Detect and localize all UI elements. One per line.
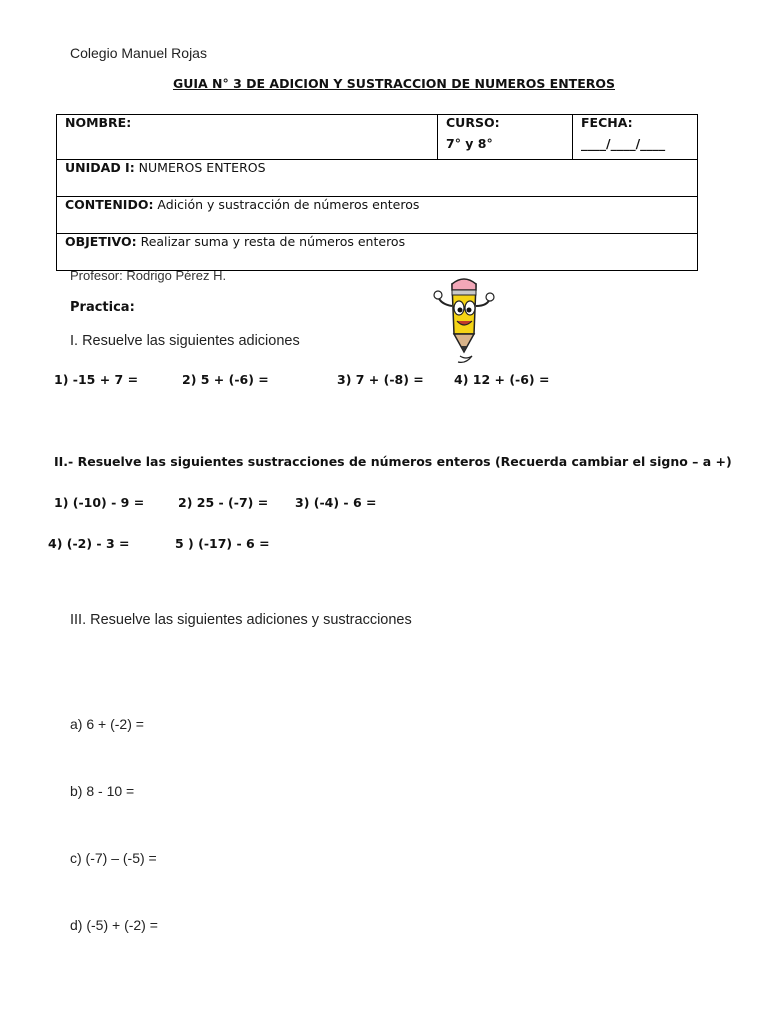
exercise-3-c: c) (-7) – (-5) =: [70, 850, 157, 866]
objetivo-value: Realizar suma y resta de números enteros: [136, 234, 406, 249]
curso-cell: [438, 115, 573, 160]
contenido-label: CONTENIDO:: [65, 197, 154, 212]
fecha-cell: [573, 115, 698, 160]
section-2-heading: II.- Resuelve las siguientes sustracciones de números enteros (Recuerda cambiar el signo – a +): [54, 454, 732, 469]
exercise-3-b: b) 8 - 10 =: [70, 783, 135, 799]
pencil-cartoon-icon: [432, 276, 496, 368]
fecha-value: ____/____/____: [581, 136, 666, 151]
curso-label: CURSO:: [446, 115, 500, 130]
nombre-cell: [57, 115, 438, 160]
objetivo-label: OBJETIVO:: [65, 234, 137, 249]
contenido-value: Adición y sustracción de números enteros: [153, 197, 420, 212]
exercise-2-5: 5 ) (-17) - 6 =: [175, 536, 270, 551]
exercise-3-d: d) (-5) + (-2) =: [70, 917, 158, 933]
nombre-label: NOMBRE:: [65, 115, 132, 130]
exercise-1-3: 3) 7 + (-8) =: [337, 372, 424, 387]
practice-heading: Practica:: [70, 300, 135, 315]
contenido-row: [57, 197, 698, 234]
section-1-heading: I. Resuelve las siguientes adiciones: [70, 333, 300, 349]
exercise-1-4: 4) 12 + (-6) =: [454, 372, 550, 387]
exercise-2-4: 4) (-2) - 3 =: [48, 536, 130, 551]
student-info-table: [56, 114, 698, 271]
exercise-2-3: 3) (-4) - 6 =: [295, 495, 377, 510]
teacher-name: Profesor: Rodrigo Pérez H.: [70, 268, 227, 283]
unidad-label: UNIDAD I:: [65, 160, 135, 175]
objetivo-row: [57, 234, 698, 271]
exercise-2-1: 1) (-10) - 9 =: [54, 495, 145, 510]
unidad-row: [57, 160, 698, 197]
page-title: GUIA N° 3 DE ADICION Y SUSTRACCION DE NUMEROS ENTEROS: [172, 76, 616, 91]
exercise-1-1: 1) -15 + 7 =: [54, 372, 139, 387]
exercise-2-2: 2) 25 - (-7) =: [178, 495, 269, 510]
exercise-3-a: a) 6 + (-2) =: [70, 716, 144, 732]
exercise-1-2: 2) 5 + (-6) =: [182, 372, 269, 387]
school-name: Colegio Manuel Rojas: [70, 45, 207, 61]
curso-value: 7° y 8°: [446, 136, 493, 151]
section-3-heading: III. Resuelve las siguientes adiciones y sustracciones: [70, 612, 412, 628]
unidad-value: NUMEROS ENTEROS: [134, 160, 266, 175]
fecha-label: FECHA:: [581, 115, 633, 130]
